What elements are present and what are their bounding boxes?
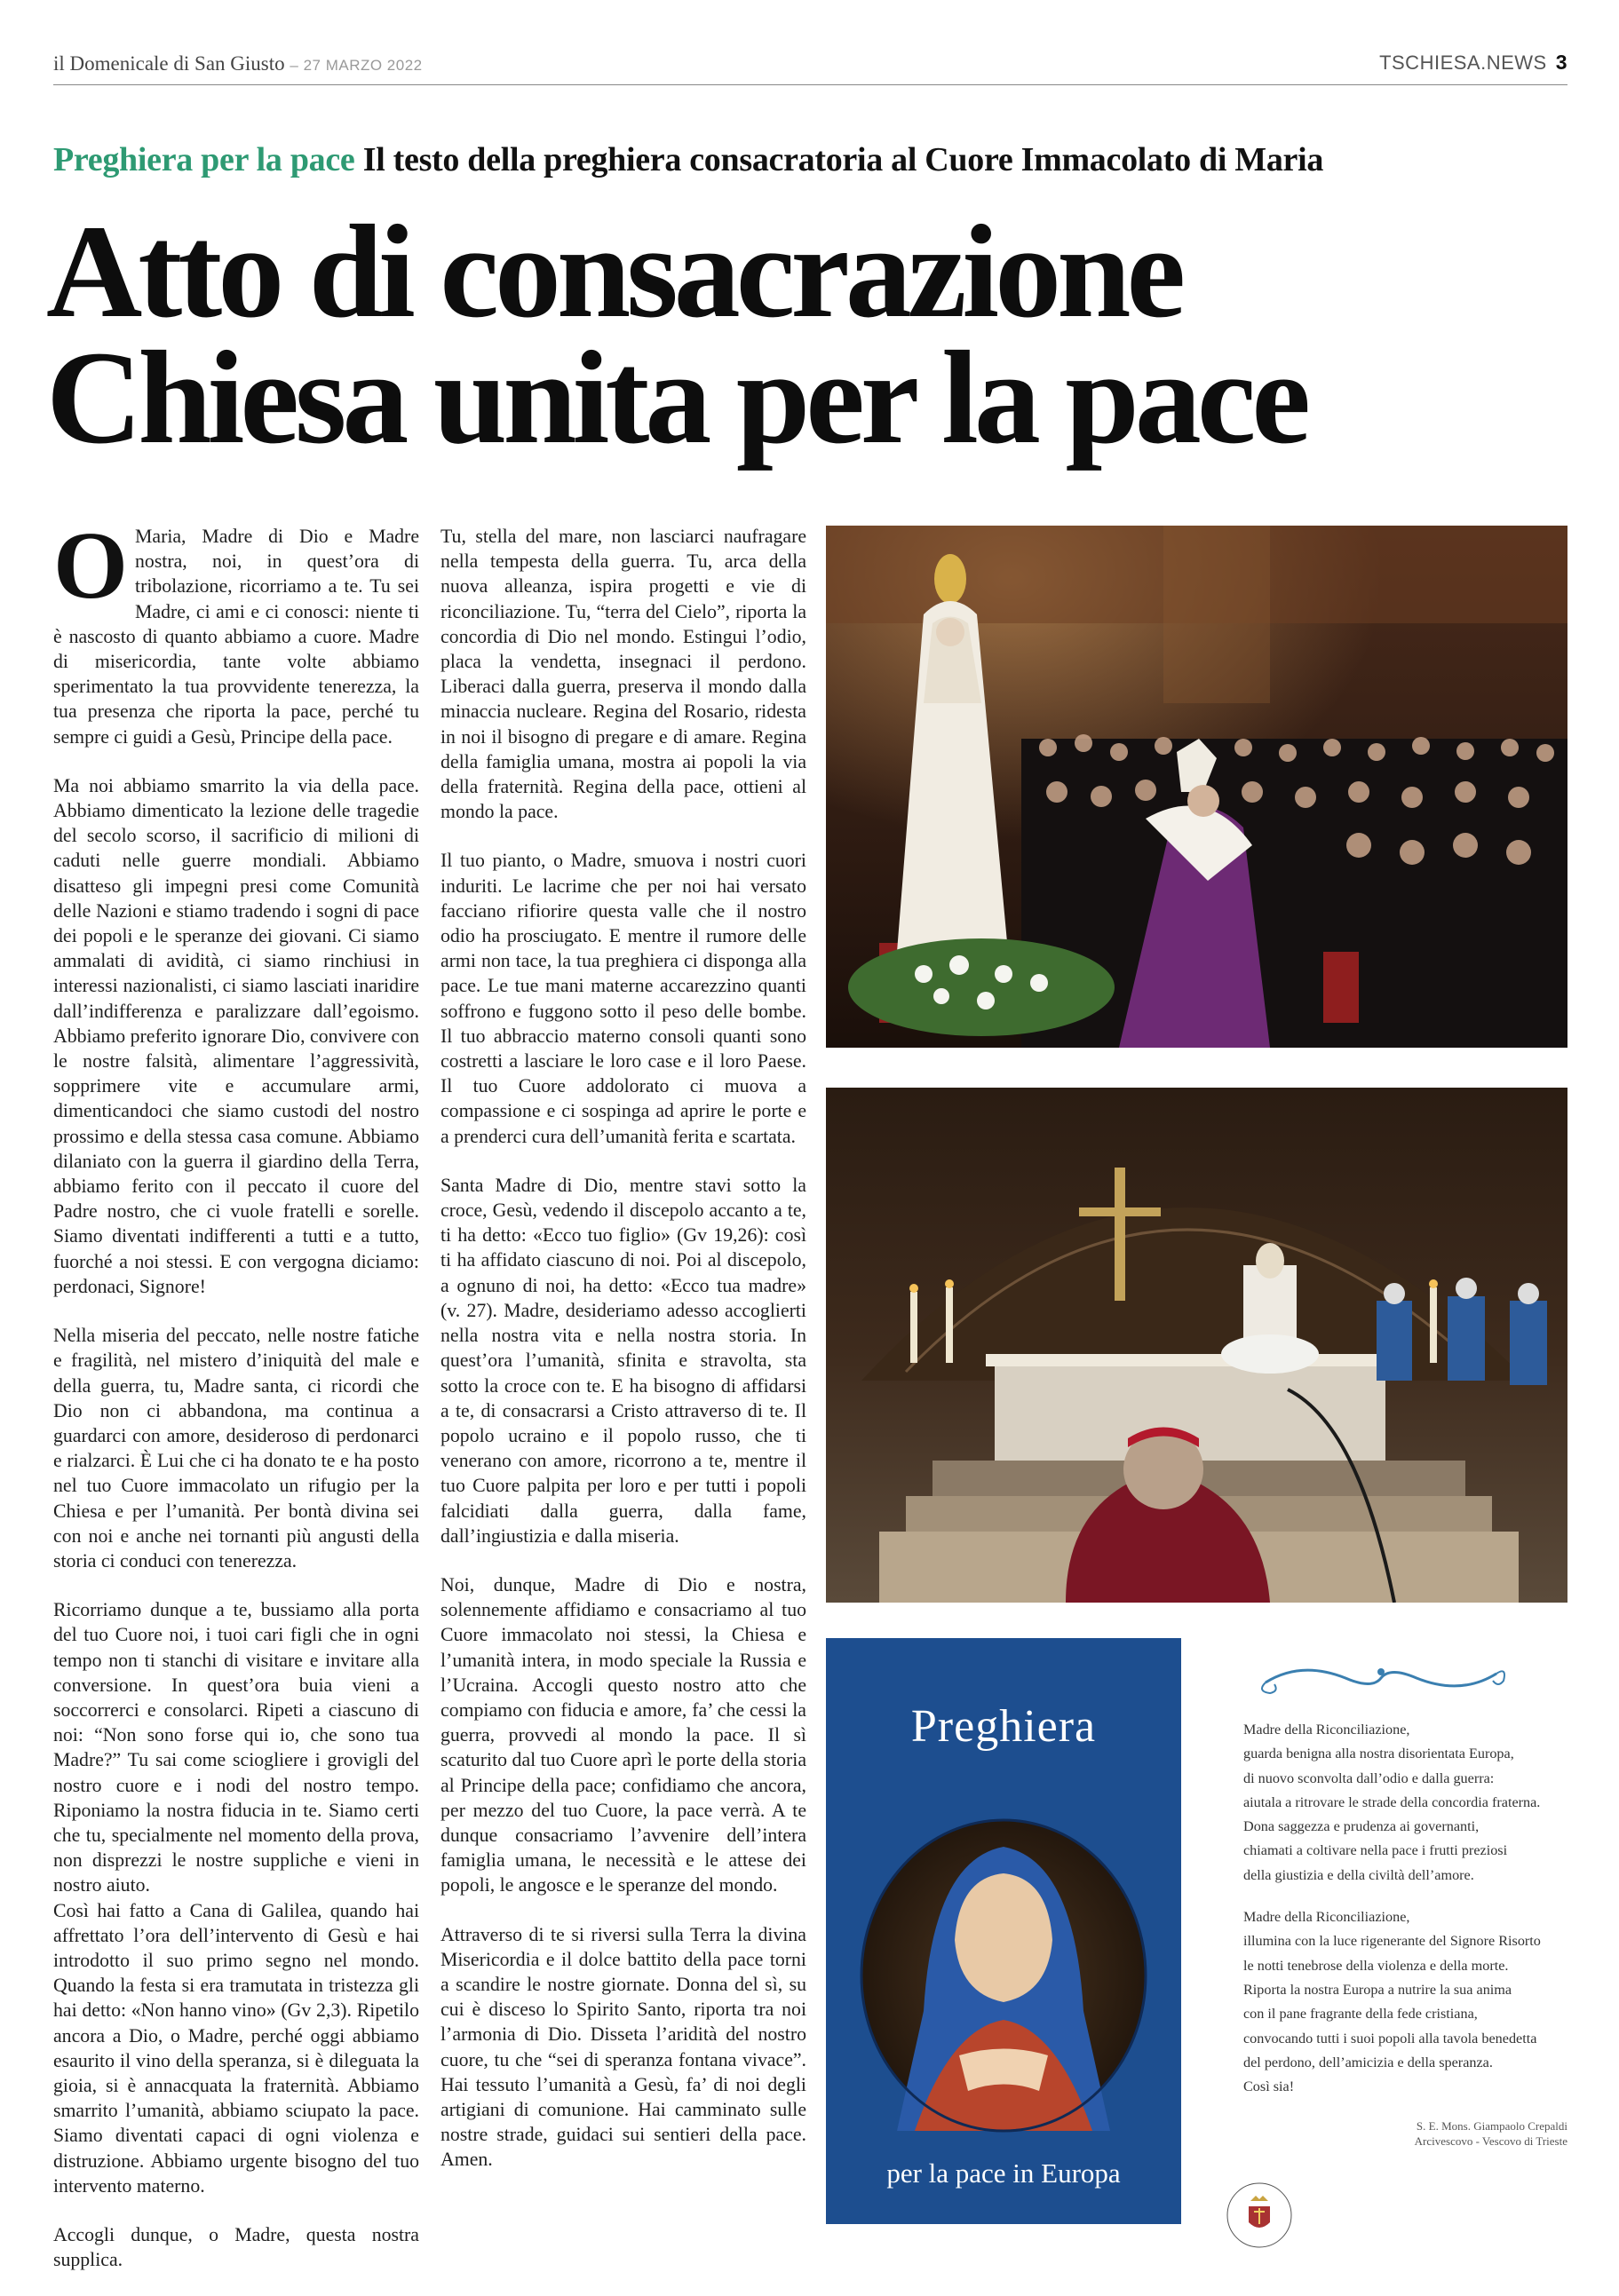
article-column-2 [440, 524, 806, 2197]
prayer-line: le notti tenebrose della violenza e della morte. [1243, 1957, 1509, 1974]
prayer-line: convocando tutti i suoi popoli alla tavola benedetta [1243, 2030, 1537, 2047]
photo-cardinal-kneeling-altar [826, 1088, 1567, 1603]
kicker [53, 140, 1323, 179]
site-name[interactable]: TSCHIESA.NEWS [1379, 51, 1547, 74]
article-column-1 [53, 513, 419, 2296]
article-paragraph: O Maria, Madre di Dio e Madre nostra, noi, in quest’ora di tribolazione, ricorriamo a te. Tu sei Madre, ci ami e ci conosci: niente ti è nascosto di quanto abbiamo a cuore. Madre di misericordia, tante volte abbiamo sperimentato la tua provvidente tenerezza, la tua presenza che riporta la pace, perché tu sempre ci guidi a Gesù, Principe della pace. [53, 513, 419, 748]
prayer-line: Madre della Riconciliazione, [1243, 1722, 1410, 1738]
article-paragraph: Nella miseria del peccato, nelle nostre fatiche e fragilità, nel mistero d’iniquità del male e della guerra, tu, Madre santa, ci ricordi che Dio non ci abbandona, ma continua a guardarci con amore, desideroso di perdonarci e rialzarci. È Lui che ci ha donato te e ha posto nel tuo Cuore immacolato un rifugio per la Chiesa e per l’umanità. Per bontà divina sei con noi e anche nei tornanti più angusti della storia ci conduci con tenerezza. [53, 1325, 419, 1572]
page-number: 3 [1555, 51, 1567, 74]
prayer-line: con il pane fragrante della fede cristiana, [1243, 2006, 1478, 2023]
section-label: Preghiera per la pace [53, 141, 355, 178]
prayer-line: Così sia! [1243, 2078, 1295, 2095]
dropcap: O [53, 513, 129, 619]
diocese-seal-icon [1224, 2180, 1295, 2251]
article-paragraph: Accogli dunque, o Madre, questa nostra supplica. [53, 2224, 419, 2271]
prayer-line: di nuovo sconvolta dall’odio e dalla guerra: [1243, 1770, 1495, 1786]
photo1-illustration [826, 526, 1567, 1048]
kicker-subtitle: Il testo della preghiera consacratoria al Cuore Immacolato di Maria [362, 141, 1324, 178]
site-info [1379, 51, 1567, 75]
headline [46, 198, 1306, 471]
signature [1385, 2118, 1567, 2149]
prayer-line: del perdono, dell’amicizia e della speranza. [1243, 2054, 1493, 2070]
article-paragraph: Noi, dunque, Madre di Dio e nostra, solennemente affidiamo e consacriamo al tuo Cuore immacolato noi stessi, la Chiesa e l’umanità intera, in modo speciale la Russia e l’Ucraina. Accogli questo nostro atto che compiamo con fiducia e amore, fa’ che cessi la guerra, provvedi al mondo la pace. Il sì scaturito dal tuo Cuore aprì le porte della storia al Principe della pace; confidiamo che ancora, per mezzo del tuo Cuore, la pace verrà. A te dunque consacriamo l’avvenire dell’intera famiglia umana, le necessità e le attese dei popoli, le angosce e le speranze del mondo. [440, 1573, 806, 1896]
signature-name: S. E. Mons. Giampaolo Crepaldi [1416, 2119, 1567, 2133]
prayer-line: Dona saggezza e prudenza ai governanti, [1243, 1818, 1480, 1835]
signature-title: Arcivescovo - Vescovo di Trieste [1414, 2134, 1567, 2148]
headline-line-1: Atto di consacrazione [46, 198, 1182, 345]
poster-title: Preghiera [910, 1701, 1097, 1752]
prayer-line: chiamati a coltivare nella pace i frutti preziosi [1243, 1842, 1508, 1859]
poster-subtitle: per la pace in Europa [886, 2157, 1121, 2189]
article-paragraph: Ricorriamo dunque a te, bussiamo alla porta del tuo Cuore noi, i tuoi cari figli che in ogni tempo non ti stanchi di visitare e invitare alla conversione. In quest’ora buia vieni a soccorrerci e consolarci. Ripeti a ciascuno di noi: “Non sono forse qui io, che sono tua Madre?” Tu sai come sciogliere i grovigli del nostro cuore e i nodi del nostro tempo. Riponiamo la nostra fiducia in te. Siamo certi che tu, specialmente nel momento della prova, non disprezzi le nostre suppliche e vieni in nostro aiuto. [53, 1599, 419, 1896]
article-paragraph: Santa Madre di Dio, mentre stavi sotto la croce, Gesù, vedendo il discepolo accanto a te, ti ha detto: «Ecco tuo figlio» (Gv 19,26): così ti ha affidato ciascuno di noi. Poi al discepolo, a ognuno di noi, ha detto: «Ecco tua madre» (v. 27). Madre, desideriamo adesso accoglierti nella nostra vita e nella nostra storia. In quest’ora l’umanità, sfinita e stravolta, sta sotto la croce con te. E ha bisogno di affidarsi a te, di consacrarsi a Cristo attraverso di te. Il popolo ucraino e il popolo russo, che ti venerano con amore, ricorrono a te, mentre il tuo Cuore palpita per loro e per tutti i popoli falcidiati dalla guerra, dalla fame, dall’ingiustizia e dalla miseria. [440, 1174, 806, 1547]
prayer-line: aiutala a ritrovare le strade della concordia fraterna. [1243, 1793, 1541, 1810]
issue-date: – 27 MARZO 2022 [290, 57, 423, 74]
prayer-poster [826, 1638, 1181, 2224]
prayer-text [1243, 1718, 1567, 2117]
prayer-line: guarda benigna alla nostra disorientata Europa, [1243, 1746, 1514, 1762]
prayer-line: Riporta la nostra Europa a nutrire la sua anima [1243, 1981, 1512, 1998]
prayer-stanza-2 [1243, 1905, 1567, 2099]
photo-madonna-statue-basilica [826, 526, 1567, 1048]
article-paragraph: Tu, stella del mare, non lasciarci naufragare nella tempesta della guerra. Tu, arca della nuova alleanza, ispira progetti e vie di riconciliazione. Tu, “terra del Cielo”, riporta la concordia di Dio nel mondo. Estingui l’odio, placa la vendetta, insegnaci il perdono. Liberaci dalla guerra, preserva il mondo dalla minaccia nucleare. Regina del Rosario, ridesta in noi il bisogno di pregare e di amare. Regina della famiglia umana, mostra ai popoli la via della fraternità. Regina della pace, ottieni al mondo la pace. [440, 526, 806, 823]
prayer-line: Madre della Riconciliazione, [1243, 1909, 1410, 1926]
page-header [53, 49, 1567, 85]
article-paragraph: Il tuo pianto, o Madre, smuova i nostri cuori induriti. Le lacrime che per noi hai versato facciano rifiorire questa valle che il nostro odio ha prosciugato. E mentre il rumore delle armi non tace, la tua preghiera ci disponga alla pace. Le tue mani materne accarezzino quanti soffrono e fuggono sotto il peso delle bombe. Il tuo abbraccio materno consoli quanti sono costretti a lasciare le loro case e il loro Paese. Il tuo Cuore addolorato ci muova a compassione e ci sospinga ad aprire le porte e a prenderci cura dell’umanità ferita e scartata. [440, 850, 806, 1147]
prayer-stanza-1 [1243, 1718, 1567, 1888]
prayer-line: della giustizia e della civiltà dell’amore. [1243, 1866, 1474, 1883]
headline-line-2: Chiesa unita per la pace [46, 324, 1306, 471]
photo2-illustration [826, 1088, 1567, 1603]
ornament-divider [1248, 1656, 1514, 1700]
publication-info [53, 52, 423, 75]
publication-name: il Domenicale di San Giusto [53, 52, 285, 75]
prayer-line: illumina con la luce rigenerante del Signore Risorto [1243, 1933, 1541, 1950]
article-paragraph: Attraverso di te si riversi sulla Terra la divina Misericordia e il dolce battito della pace torni a scandire le nostre giornate. Donna del sì, su cui è disceso lo Spirito Santo, riporta tra noi l’armonia di Dio. Disseta l’aridità del nostro cuore, tu che “sei di speranza fontana vivace”. Hai tessuto l’umanità a Gesù, fa’ di noi degli artigiani di comunione. Hai camminato sulle nostre strade, guidaci sui sentieri della pace. Amen. [440, 1923, 806, 2171]
article-paragraph: Ma noi abbiamo smarrito la via della pace. Abbiamo dimenticato la lezione delle tragedie del secolo scorso, il sacrificio di milioni di caduti nelle guerre mondiali. Abbiamo disatteso gli impegni presi come Comunità delle Nazioni e stiamo tradendo i sogni di pace dei popoli e le speranze dei giovani. Ci siamo ammalati di avidità, ci siamo rinchiusi in interessi nazionalisti, ci siamo lasciati inaridire dall’indifferenza e paralizzare dall’egoismo. Abbiamo preferito ignorare Dio, convivere con le nostre falsità, alimentare l’aggressività, sopprimere vite e accumulare armi, dimenticandoci che siamo custodi del nostro prossimo e della stessa casa comune. Abbiamo dilaniato con la guerra il giardino della Terra, abbiamo ferito con il peccato il cuore del Padre nostro, che ci vuole fratelli e sorelle. Siamo diventati indifferenti a tutti e a tutto, fuorché a noi stessi. E con vergogna diciamo: perdonaci, Signore! [53, 774, 419, 1297]
article-paragraph: Così hai fatto a Cana di Galilea, quando hai affrettato l’ora dell’intervento di Gesù e hai introdotto il suo primo segno nel mondo. Quando la festa si era tramutata in tristezza gli hai detto: «Non hanno vino» (Gv 2,3). Ripetilo ancora a Dio, o Madre, perché oggi abbiamo esaurito il vino della speranza, si è dileguata la gioia, si è annacquata la fraternità. Abbiamo smarrito l’umanità, abbiamo sciupato la pace. Siamo diventati capaci di ogni violenza e distruzione. Abbiamo urgente bisogno del tuo intervento materno. [53, 1899, 419, 2197]
